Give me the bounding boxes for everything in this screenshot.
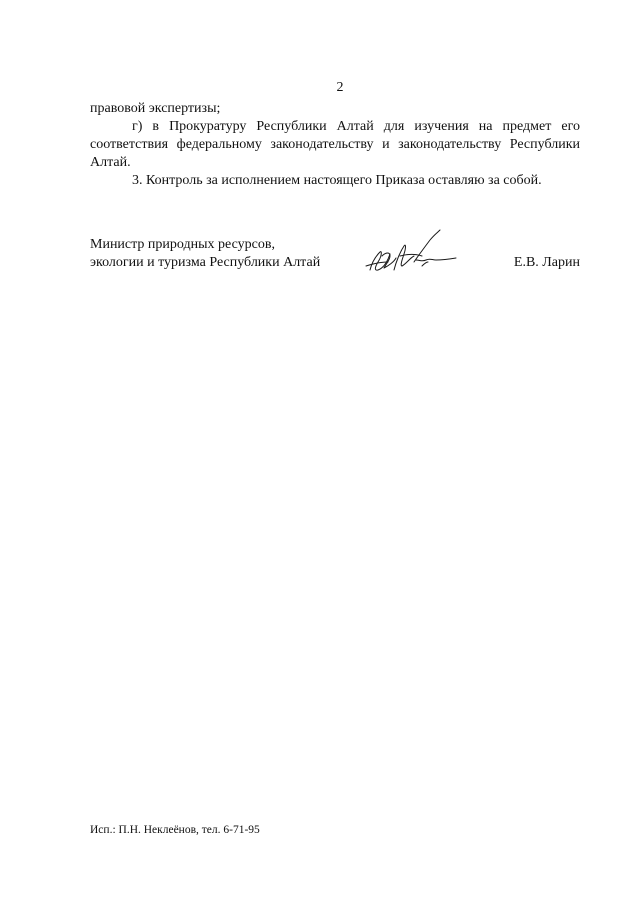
paragraph-item-g: г) в Прокуратуру Республики Алтай для изучения на предмет его соответствия федеральному законодательству и законодательству Республики Алтай. — [90, 119, 580, 170]
executor-contact: Исп.: П.Н. Неклеёнов, тел. 6-71-95 — [90, 824, 260, 836]
signatory-position — [90, 236, 350, 272]
paragraph-item-3: 3. Контроль за исполнением настоящего Приказа оставляю за собой. — [132, 173, 542, 188]
signatory-name: Е.В. Ларин — [513, 255, 580, 270]
signatory-position-line-1: Министр природных ресурсов, — [90, 237, 275, 252]
page-number: 2 — [336, 80, 344, 95]
paragraph-continuation: правовой экспертизы; — [90, 101, 221, 116]
signatory-position-line-2: экологии и туризма Республики Алтай — [90, 255, 321, 270]
handwritten-signature — [360, 226, 460, 280]
document-body — [90, 100, 580, 190]
